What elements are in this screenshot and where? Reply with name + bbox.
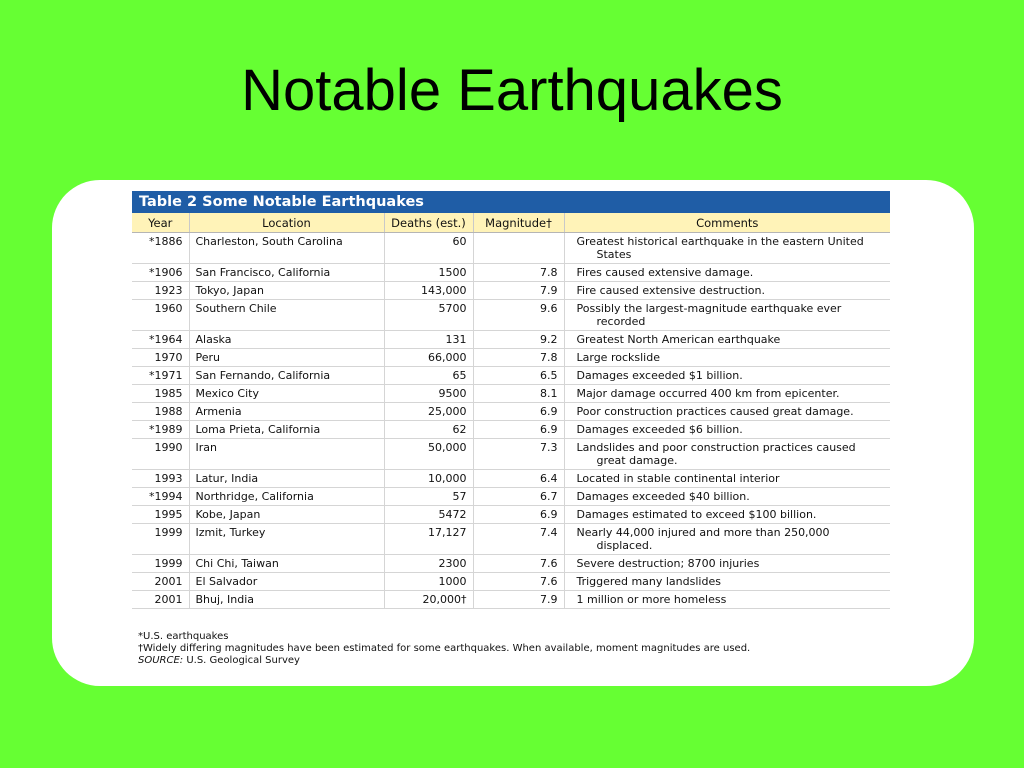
cell-magnitude: 8.1	[473, 385, 564, 403]
cell-comments: Greatest historical earthquake in the eastern United States	[564, 233, 890, 264]
cell-comments: Landslides and poor construction practices caused great damage.	[564, 439, 890, 470]
table-row	[132, 524, 890, 555]
cell-location: Northridge, California	[189, 488, 384, 506]
cell-comments: Fire caused extensive destruction.	[564, 282, 890, 300]
cell-comments: Poor construction practices caused great damage.	[564, 403, 890, 421]
cell-comments: Damages exceeded $1 billion.	[564, 367, 890, 385]
table-body	[132, 233, 890, 609]
cell-location: San Francisco, California	[189, 264, 384, 282]
cell-comments: Damages estimated to exceed $100 billion.	[564, 506, 890, 524]
footnote-source	[138, 655, 750, 667]
cell-magnitude: 7.9	[473, 591, 564, 609]
table-row	[132, 349, 890, 367]
cell-year: *1906	[132, 264, 189, 282]
cell-year: 1999	[132, 555, 189, 573]
cell-deaths: 25,000	[384, 403, 473, 421]
source-text: U.S. Geological Survey	[183, 655, 300, 666]
cell-location: Mexico City	[189, 385, 384, 403]
cell-magnitude: 6.4	[473, 470, 564, 488]
cell-deaths: 10,000	[384, 470, 473, 488]
cell-deaths: 1500	[384, 264, 473, 282]
cell-deaths: 50,000	[384, 439, 473, 470]
cell-deaths: 5472	[384, 506, 473, 524]
cell-deaths: 1000	[384, 573, 473, 591]
cell-location: Bhuj, India	[189, 591, 384, 609]
cell-year: 2001	[132, 591, 189, 609]
cell-year: 2001	[132, 573, 189, 591]
table-row	[132, 282, 890, 300]
cell-deaths: 20,000†	[384, 591, 473, 609]
table-row	[132, 439, 890, 470]
cell-year: 1999	[132, 524, 189, 555]
cell-comments: Located in stable continental interior	[564, 470, 890, 488]
cell-deaths: 62	[384, 421, 473, 439]
cell-magnitude: 6.9	[473, 421, 564, 439]
cell-comments: Triggered many landslides	[564, 573, 890, 591]
table-caption: Table 2 Some Notable Earthquakes	[132, 191, 890, 213]
header-row	[132, 213, 890, 233]
cell-comments: Damages exceeded $40 billion.	[564, 488, 890, 506]
footnote-magnitude-note: †Widely differing magnitudes have been estimated for some earthquakes. When available, moment magnitudes are used.	[138, 643, 751, 654]
column-header-year: Year	[132, 213, 189, 233]
column-header-magnitude: Magnitude†	[473, 213, 564, 233]
cell-comments: Large rockslide	[564, 349, 890, 367]
cell-location: Kobe, Japan	[189, 506, 384, 524]
cell-location: Chi Chi, Taiwan	[189, 555, 384, 573]
column-header-comments: Comments	[564, 213, 890, 233]
cell-location: El Salvador	[189, 573, 384, 591]
cell-deaths: 9500	[384, 385, 473, 403]
cell-location: Loma Prieta, California	[189, 421, 384, 439]
cell-location: Southern Chile	[189, 300, 384, 331]
cell-location: Alaska	[189, 331, 384, 349]
cell-location: Izmit, Turkey	[189, 524, 384, 555]
cell-year: 1988	[132, 403, 189, 421]
cell-deaths: 17,127	[384, 524, 473, 555]
cell-comments: Damages exceeded $6 billion.	[564, 421, 890, 439]
cell-deaths: 65	[384, 367, 473, 385]
table-row	[132, 573, 890, 591]
cell-comments: Possibly the largest-magnitude earthquake ever recorded	[564, 300, 890, 331]
table-row	[132, 300, 890, 331]
cell-magnitude: 9.2	[473, 331, 564, 349]
cell-magnitude: 7.8	[473, 349, 564, 367]
cell-year: 1990	[132, 439, 189, 470]
table-row	[132, 421, 890, 439]
cell-year: *1989	[132, 421, 189, 439]
cell-deaths: 57	[384, 488, 473, 506]
cell-magnitude: 9.6	[473, 300, 564, 331]
cell-year: 1995	[132, 506, 189, 524]
cell-magnitude: 6.9	[473, 506, 564, 524]
cell-year: *1886	[132, 233, 189, 264]
table-row	[132, 367, 890, 385]
cell-location: Armenia	[189, 403, 384, 421]
cell-comments: Nearly 44,000 injured and more than 250,000 displaced.	[564, 524, 890, 555]
table-row	[132, 233, 890, 264]
cell-year: 1923	[132, 282, 189, 300]
table-row	[132, 488, 890, 506]
cell-magnitude: 6.5	[473, 367, 564, 385]
cell-comments: Major damage occurred 400 km from epicenter.	[564, 385, 890, 403]
source-label: SOURCE:	[138, 655, 184, 666]
cell-location: Tokyo, Japan	[189, 282, 384, 300]
table-row	[132, 555, 890, 573]
earthquake-table-container	[132, 191, 890, 609]
table-row	[132, 264, 890, 282]
table-row	[132, 385, 890, 403]
cell-comments: Greatest North American earthquake	[564, 331, 890, 349]
cell-year: 1960	[132, 300, 189, 331]
cell-comments: Severe destruction; 8700 injuries	[564, 555, 890, 573]
cell-deaths: 131	[384, 331, 473, 349]
cell-deaths: 2300	[384, 555, 473, 573]
cell-location: Peru	[189, 349, 384, 367]
cell-year: *1964	[132, 331, 189, 349]
cell-year: 1970	[132, 349, 189, 367]
table-footnotes	[138, 631, 750, 667]
cell-location: Latur, India	[189, 470, 384, 488]
cell-magnitude: 6.7	[473, 488, 564, 506]
cell-deaths: 5700	[384, 300, 473, 331]
cell-deaths: 143,000	[384, 282, 473, 300]
cell-year: *1971	[132, 367, 189, 385]
earthquake-table	[132, 213, 890, 609]
cell-location: Iran	[189, 439, 384, 470]
slide-title: Notable Earthquakes	[241, 58, 783, 123]
cell-comments: Fires caused extensive damage.	[564, 264, 890, 282]
column-header-location: Location	[189, 213, 384, 233]
cell-magnitude	[473, 233, 564, 264]
table-row	[132, 506, 890, 524]
table-row	[132, 403, 890, 421]
cell-magnitude: 7.4	[473, 524, 564, 555]
table-row	[132, 470, 890, 488]
cell-year: 1985	[132, 385, 189, 403]
cell-deaths: 60	[384, 233, 473, 264]
cell-magnitude: 7.9	[473, 282, 564, 300]
cell-location: Charleston, South Carolina	[189, 233, 384, 264]
cell-magnitude: 7.6	[473, 555, 564, 573]
cell-magnitude: 7.3	[473, 439, 564, 470]
table-row	[132, 331, 890, 349]
cell-magnitude: 7.8	[473, 264, 564, 282]
column-header-deaths: Deaths (est.)	[384, 213, 473, 233]
cell-comments: 1 million or more homeless	[564, 591, 890, 609]
table-row	[132, 591, 890, 609]
cell-year: 1993	[132, 470, 189, 488]
cell-year: *1994	[132, 488, 189, 506]
cell-location: San Fernando, California	[189, 367, 384, 385]
cell-magnitude: 6.9	[473, 403, 564, 421]
cell-magnitude: 7.6	[473, 573, 564, 591]
cell-deaths: 66,000	[384, 349, 473, 367]
footnote-us-earthquakes: *U.S. earthquakes	[138, 631, 229, 642]
